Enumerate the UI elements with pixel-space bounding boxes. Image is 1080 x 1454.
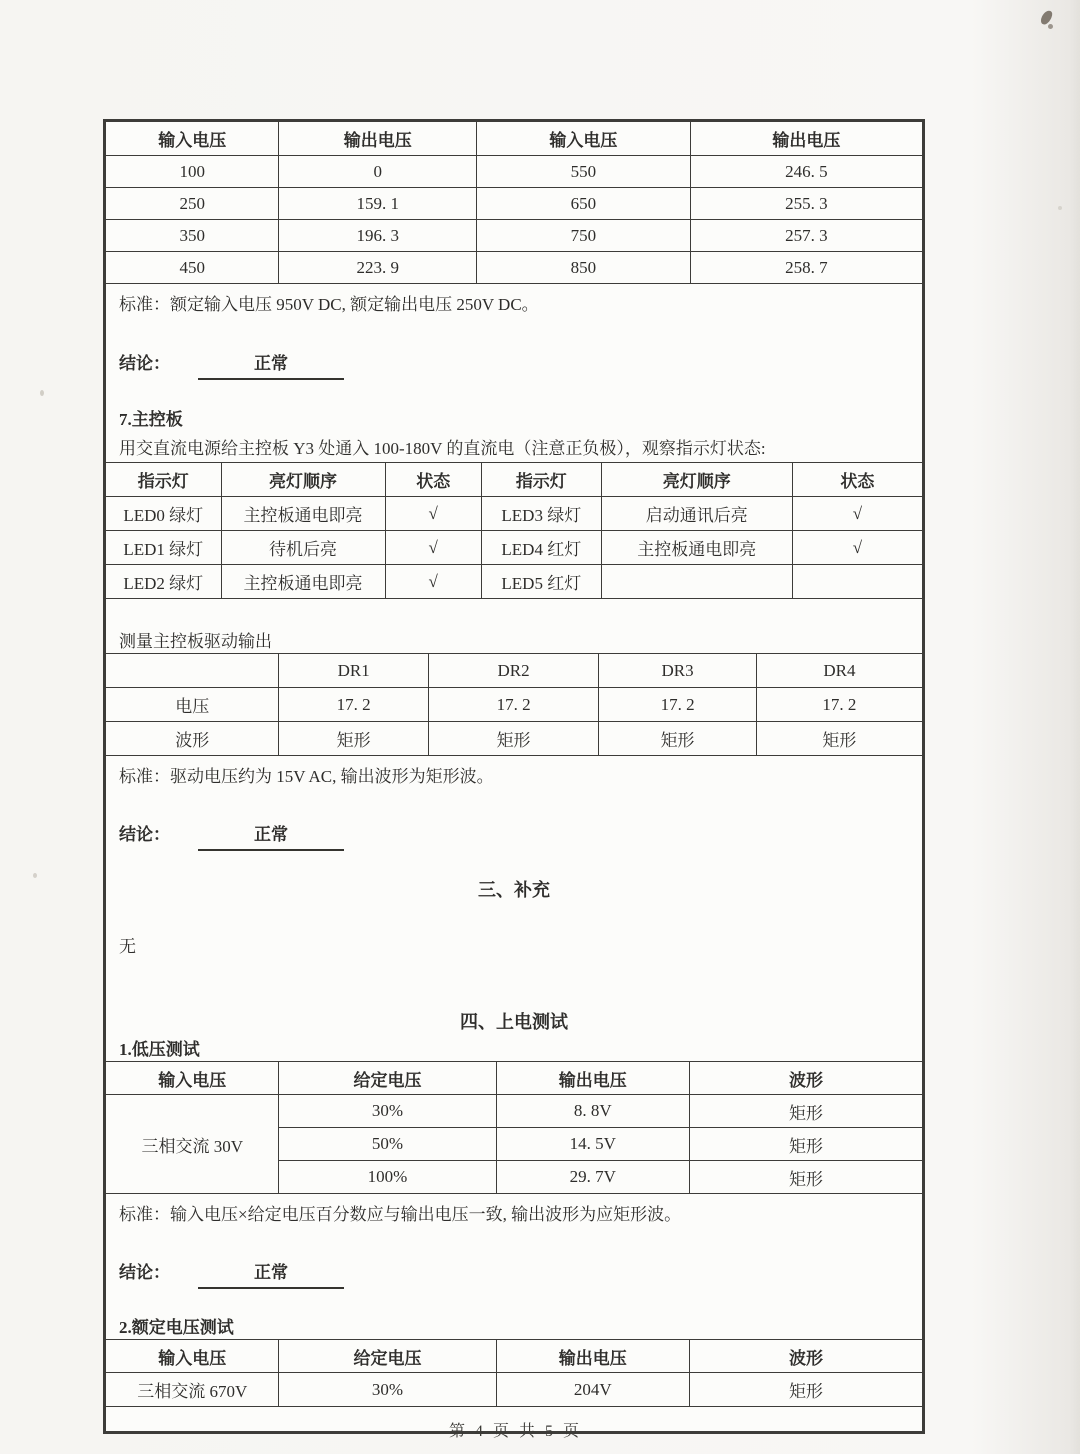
value-cell: 50%: [279, 1128, 496, 1161]
table-row: [106, 497, 922, 531]
value-cell: 14. 5V: [496, 1128, 689, 1161]
status-check: √: [385, 531, 481, 565]
value-cell: 258. 7: [690, 252, 922, 284]
table-row: [106, 1373, 922, 1407]
value-cell: LED4 红灯: [481, 531, 601, 565]
value-cell: 450: [106, 252, 279, 284]
input-voltage-cell: 三相交流 30V: [106, 1095, 279, 1194]
value-cell: LED3 绿灯: [481, 497, 601, 531]
low-voltage-table: [106, 1061, 922, 1194]
value-cell: 17. 2: [279, 688, 428, 722]
table-header-row: [106, 1340, 922, 1373]
col-header: 指示灯: [106, 463, 221, 497]
value-cell: 主控板通电即亮: [601, 531, 792, 565]
col-header: 状态: [792, 463, 922, 497]
value-cell: 100%: [279, 1161, 496, 1194]
value-cell: 17. 2: [756, 688, 922, 722]
supplement-content: 无: [119, 937, 136, 956]
table-header-row: [106, 463, 922, 497]
report-page-frame: [103, 119, 925, 1440]
status-check: √: [792, 497, 922, 531]
table-row: [106, 722, 922, 756]
standard-note: 标准：输入电压×给定电压百分数应与输出电压一致, 输出波形为应矩形波。: [119, 1205, 682, 1224]
scan-speck: [1048, 24, 1053, 29]
scan-speck: [33, 873, 37, 878]
col-header: 波形: [689, 1062, 922, 1095]
col-header: DR4: [756, 654, 922, 688]
section-heading-main-board: 7.主控板: [119, 410, 183, 429]
col-header: 亮灯顺序: [221, 463, 385, 497]
row-label: 波形: [106, 722, 279, 756]
led-indicator-table: [106, 462, 922, 599]
col-header: 状态: [385, 463, 481, 497]
col-header: 给定电压: [279, 1340, 496, 1373]
main-board-description: 用交直流电源给主控板 Y3 处通入 100-180V 的直流电（注意正负极），观察指示灯状态:: [119, 439, 766, 458]
col-header: 给定电压: [279, 1062, 496, 1095]
value-cell: 矩形: [689, 1373, 922, 1407]
table-header-row: [106, 122, 922, 156]
value-cell: 100: [106, 156, 279, 188]
table-row: [106, 531, 922, 565]
conclusion-label: 结论：: [119, 825, 170, 844]
value-cell: 30%: [279, 1373, 496, 1407]
section-heading-power-on: 四、上电测试: [460, 1012, 568, 1032]
col-header: DR2: [428, 654, 599, 688]
table-row: [106, 1095, 922, 1128]
value-cell: 223. 9: [279, 252, 476, 284]
table-header-row: [106, 1062, 922, 1095]
table-header-row: [106, 654, 922, 688]
value-cell: 17. 2: [599, 688, 756, 722]
value-cell: 待机后亮: [221, 531, 385, 565]
table-row: [106, 565, 922, 599]
col-header: DR3: [599, 654, 756, 688]
subsection-heading-low-voltage: 1.低压测试: [119, 1040, 200, 1059]
value-cell: 850: [476, 252, 690, 284]
value-cell: 矩形: [428, 722, 599, 756]
conclusion-row: [106, 351, 922, 380]
status-check: √: [792, 531, 922, 565]
col-header: [106, 654, 279, 688]
value-cell: 矩形: [279, 722, 428, 756]
value-cell: 8. 8V: [496, 1095, 689, 1128]
col-header: 波形: [689, 1340, 922, 1373]
section-heading-supplement: 三、补充: [478, 880, 550, 900]
value-cell: 350: [106, 220, 279, 252]
value-cell: 650: [476, 188, 690, 220]
value-cell: 250: [106, 188, 279, 220]
input-voltage-cell: 三相交流 670V: [106, 1373, 279, 1407]
drive-output-table: [106, 653, 922, 756]
table-row: [106, 252, 922, 284]
col-header: 指示灯: [481, 463, 601, 497]
conclusion-label: 结论：: [119, 1263, 170, 1282]
table-row: [106, 188, 922, 220]
value-cell: LED5 红灯: [481, 565, 601, 599]
value-cell: 204V: [496, 1373, 689, 1407]
value-cell: 0: [279, 156, 476, 188]
status-check: [792, 565, 922, 599]
conclusion-value: 正常: [198, 1260, 344, 1289]
table-row: [106, 220, 922, 252]
value-cell: 主控板通电即亮: [221, 565, 385, 599]
value-cell: 矩形: [689, 1161, 922, 1194]
value-cell: 159. 1: [279, 188, 476, 220]
value-cell: 矩形: [756, 722, 922, 756]
value-cell: 257. 3: [690, 220, 922, 252]
col-header: 输出电压: [496, 1062, 689, 1095]
standard-note: 标准：额定输入电压 950V DC, 额定输出电压 250V DC。: [119, 295, 539, 314]
value-cell: 17. 2: [428, 688, 599, 722]
conclusion-label: 结论：: [119, 354, 170, 373]
col-header: 亮灯顺序: [601, 463, 792, 497]
status-check: √: [385, 497, 481, 531]
value-cell: 550: [476, 156, 690, 188]
conclusion-row: [106, 1260, 922, 1289]
conclusion-value: 正常: [198, 822, 344, 851]
col-header: DR1: [279, 654, 428, 688]
col-header: 输入电压: [106, 1340, 279, 1373]
standard-note: 标准：驱动电压约为 15V AC, 输出波形为矩形波。: [119, 767, 494, 786]
conclusion-value: 正常: [198, 351, 344, 380]
value-cell: LED0 绿灯: [106, 497, 221, 531]
value-cell: 启动通讯后亮: [601, 497, 792, 531]
status-check: √: [385, 565, 481, 599]
page-number: 第 4 页 共 5 页: [448, 1423, 579, 1440]
scan-speck: [1058, 206, 1062, 210]
value-cell: 主控板通电即亮: [221, 497, 385, 531]
value-cell: LED2 绿灯: [106, 565, 221, 599]
subsection-heading-rated-voltage: 2.额定电压测试: [119, 1318, 234, 1337]
col-header: 输出电压: [279, 122, 476, 156]
col-header: 输入电压: [106, 1062, 279, 1095]
rated-voltage-table: [106, 1339, 922, 1407]
value-cell: 矩形: [599, 722, 756, 756]
value-cell: 246. 5: [690, 156, 922, 188]
value-cell: 750: [476, 220, 690, 252]
table-row: [106, 688, 922, 722]
conclusion-row: [106, 822, 922, 851]
drive-output-caption: 测量主控板驱动输出: [119, 632, 272, 651]
value-cell: 29. 7V: [496, 1161, 689, 1194]
table-row: [106, 156, 922, 188]
value-cell: 255. 3: [690, 188, 922, 220]
value-cell: 30%: [279, 1095, 496, 1128]
value-cell: 矩形: [689, 1128, 922, 1161]
col-header: 输出电压: [690, 122, 922, 156]
scan-speck: [40, 390, 44, 396]
value-cell: [601, 565, 792, 599]
col-header: 输入电压: [476, 122, 690, 156]
value-cell: 矩形: [689, 1095, 922, 1128]
value-cell: LED1 绿灯: [106, 531, 221, 565]
row-label: 电压: [106, 688, 279, 722]
col-header: 输出电压: [496, 1340, 689, 1373]
dc-voltage-table: [106, 122, 922, 284]
col-header: 输入电压: [106, 122, 279, 156]
value-cell: 196. 3: [279, 220, 476, 252]
